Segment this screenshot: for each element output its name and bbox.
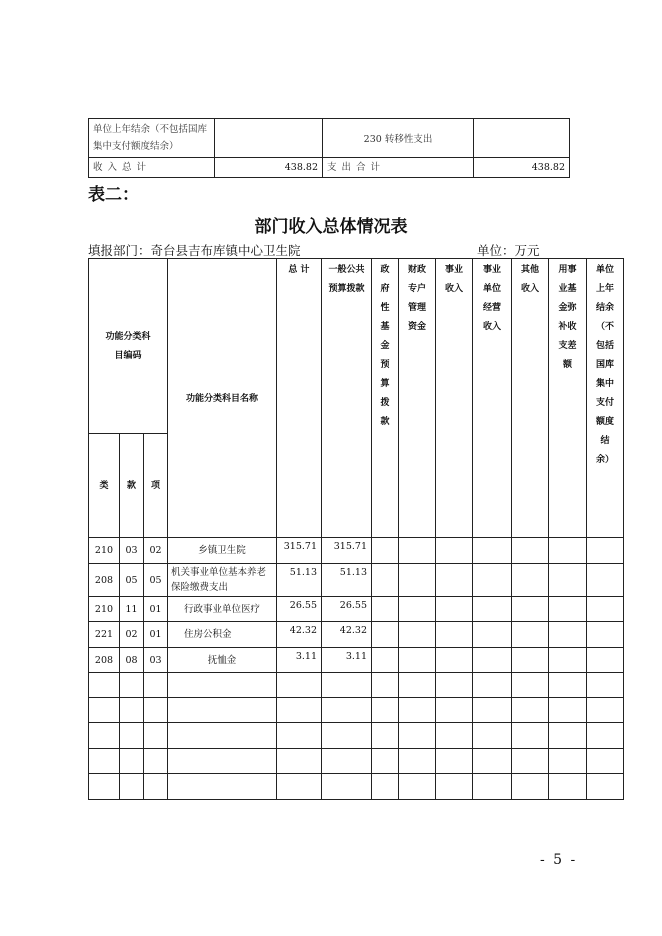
- row-total: 26.55: [277, 597, 322, 622]
- header-carryover-label: 单位上年结余（不包括国库集中支付额度结余）: [595, 265, 614, 465]
- row-lei: 221: [89, 622, 120, 648]
- income-total-value: 438.82: [215, 158, 323, 178]
- row-lei: 210: [89, 538, 120, 564]
- table-row: [89, 622, 624, 648]
- row-general: 315.71: [322, 538, 372, 564]
- header-kuan: 款: [120, 434, 144, 538]
- expense-total-value: 438.82: [474, 158, 570, 178]
- prior-year-carryover-label: 单位上年结余（不包括国库集中支付额度结余）: [89, 119, 215, 158]
- row-total: 3.11: [277, 648, 322, 673]
- row-name: 机关事业单位基本养老保险缴费支出: [168, 564, 277, 597]
- header-operating-income: [473, 259, 512, 538]
- row-name: 乡镇卫生院: [168, 538, 277, 564]
- row-xiang: 02: [144, 538, 168, 564]
- row-total: 51.13: [277, 564, 322, 597]
- unit-label: 单位：万元: [477, 243, 540, 258]
- header-operating-income-label: 事业单位经营收入: [482, 265, 501, 332]
- empty-row: [89, 749, 624, 774]
- empty-row: [89, 698, 624, 723]
- header-business-income: [436, 259, 473, 538]
- header-subsidy-label: 用事业基金弥补收支差额: [558, 265, 577, 370]
- row-kuan: 11: [120, 597, 144, 622]
- row-xiang: 05: [144, 564, 168, 597]
- income-table: [88, 258, 624, 800]
- empty-row: [89, 723, 624, 749]
- empty-row: [89, 673, 624, 698]
- empty-row: [89, 774, 624, 800]
- row-xiang: 01: [144, 622, 168, 648]
- header-gov-fund: [372, 259, 399, 538]
- page-number: - 5 -: [540, 852, 578, 868]
- row-kuan: 03: [120, 538, 144, 564]
- header-special-fund: [399, 259, 436, 538]
- page-title: 部门收入总体情况表: [254, 217, 408, 237]
- header-other-income: [512, 259, 549, 538]
- row-general: 51.13: [322, 564, 372, 597]
- header-lei: 类: [89, 434, 120, 538]
- header-code-group: [89, 259, 168, 434]
- row-total: 315.71: [277, 538, 322, 564]
- row-name: 抚恤金: [168, 648, 277, 673]
- summary-table: [88, 118, 570, 178]
- header-business-income-label: 事业收入: [444, 265, 463, 294]
- row-general: 26.55: [322, 597, 372, 622]
- department-label: 填报部门：奇台县吉布库镇中心卫生院: [88, 243, 301, 258]
- header-general-budget-label: 一般公共预算拨款: [328, 265, 365, 294]
- header-general-budget: [322, 259, 372, 538]
- row-lei: 208: [89, 564, 120, 597]
- row-kuan: 02: [120, 622, 144, 648]
- section-label: 表二：: [88, 185, 139, 205]
- row-total: 42.32: [277, 622, 322, 648]
- row-name: 住房公积金: [168, 622, 277, 648]
- income-total-label: 收 入 总 计: [89, 158, 215, 178]
- header-special-fund-label: 财政专户管理资金: [407, 265, 426, 332]
- header-code-group-label: 功能分类科目编码: [105, 332, 151, 361]
- row-name: 行政事业单位医疗: [168, 597, 277, 622]
- transfer-expense-label: 230 转移性支出: [323, 119, 474, 158]
- row-kuan: 08: [120, 648, 144, 673]
- header-name: 功能分类科目名称: [168, 259, 277, 538]
- row-lei: 210: [89, 597, 120, 622]
- row-xiang: 01: [144, 597, 168, 622]
- empty-cell: [215, 119, 323, 158]
- table-row: [89, 648, 624, 673]
- header-other-income-label: 其他收入: [520, 265, 539, 294]
- row-lei: 208: [89, 648, 120, 673]
- header-total: 总 计: [277, 259, 322, 538]
- header-gov-fund-label: 政府性基金预算拨款: [380, 265, 390, 427]
- header-subsidy: [549, 259, 587, 538]
- table-row: [89, 597, 624, 622]
- header-xiang: 项: [144, 434, 168, 538]
- row-general: 42.32: [322, 622, 372, 648]
- empty-cell: [474, 119, 570, 158]
- row-general: 3.11: [322, 648, 372, 673]
- header-carryover: [587, 259, 624, 538]
- expense-total-label: 支 出 合 计: [323, 158, 474, 178]
- row-xiang: 03: [144, 648, 168, 673]
- table-row: [89, 538, 624, 564]
- table-row: [89, 564, 624, 597]
- row-kuan: 05: [120, 564, 144, 597]
